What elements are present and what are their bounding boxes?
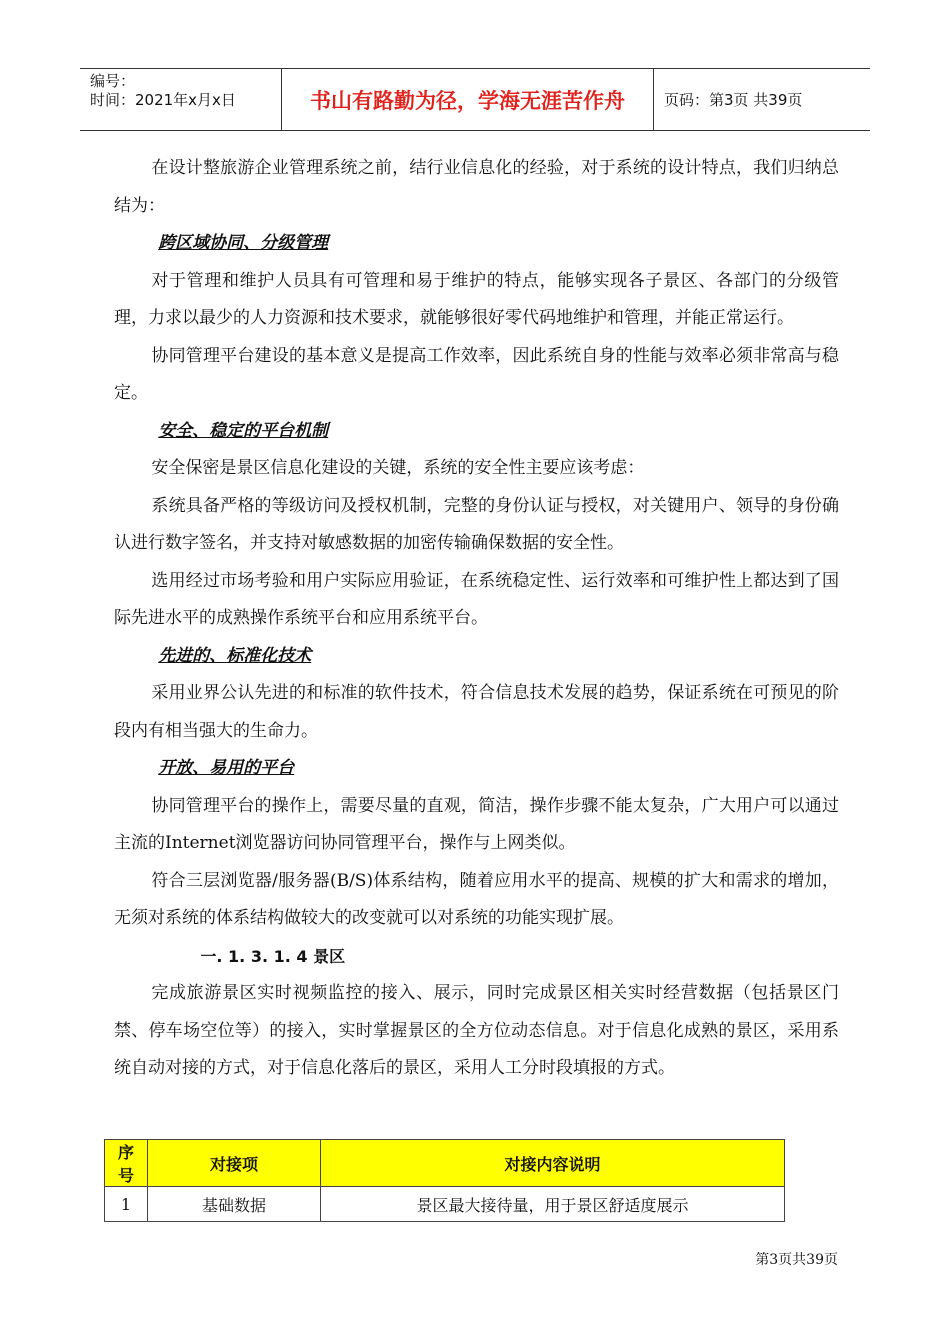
paragraph: 符合三层浏览器/服务器(B/S)体系结构，随着应用水平的提高、规模的扩大和需求的增加，无须对系统的体系结构做较大的改变就可以对系统的功能实现扩展。: [114, 870, 839, 928]
page-header: [80, 68, 870, 131]
paragraph: 协同管理平台建设的基本意义是提高工作效率，因此系统自身的性能与效率必须非常高与稳定。: [114, 345, 839, 403]
col-header-item: 对接项: [148, 1140, 321, 1187]
table-row: [105, 1187, 785, 1222]
paragraph: 系统具备严格的等级访问及授权机制，完整的身份认证与授权，对关键用户、领导的身份确认进行数字签名，并支持对敏感数据的加密传输确保数据的安全性。: [114, 495, 839, 553]
col-header-description: 对接内容说明: [321, 1140, 785, 1187]
paragraph: 选用经过市场考验和用户实际应用验证，在系统稳定性、运行效率和可维护性上都达到了国际先进水平的成熟操作系统平台和应用系统平台。: [114, 570, 839, 628]
paragraph: 安全保密是景区信息化建设的关键，系统的安全性主要应该考虑：: [151, 458, 645, 478]
cell-item: 基础数据: [148, 1187, 321, 1222]
header-motto: 书山有路勤为径，学海无涯苦作舟: [282, 69, 654, 130]
subheading: 开放、易用的平台: [158, 758, 295, 778]
doc-date-label: 时间：2021年x月x日: [90, 91, 236, 109]
page-footer: 第3页共39页: [755, 1252, 838, 1268]
cell-index: 1: [105, 1187, 148, 1222]
paragraph: 完成旅游景区实时视频监控的接入、展示，同时完成景区相关实时经营数据（包括景区门禁、停车场空位等）的接入，实时掌握景区的全方位动态信息。对于信息化成熟的景区，采用系统自动对接的方式，对于信息化落后的景区，采用人工分时段填报的方式。: [114, 983, 839, 1078]
integration-table: [104, 1139, 785, 1222]
subheading: 先进的、标准化技术: [158, 645, 312, 666]
document-body: [114, 150, 839, 1088]
table-header-row: [105, 1140, 785, 1187]
subheading: 安全、稳定的平台机制: [158, 420, 329, 441]
section-heading: 一. 1. 3. 1. 4 景区: [200, 946, 346, 966]
doc-number-label: 编号：: [90, 72, 136, 90]
paragraph: 协同管理平台的操作上，需要尽量的直观，简洁，操作步骤不能太复杂，广大用户可以通过主流的Internet浏览器访问协同管理平台，操作与上网类似。: [114, 795, 839, 853]
paragraph: 在设计整旅游企业管理系统之前，结行业信息化的经验，对于系统的设计特点，我们归纳总结为：: [114, 158, 839, 216]
header-meta: [80, 69, 282, 130]
paragraph: 采用业界公认先进的和标准的软件技术，符合信息技术发展的趋势，保证系统在可预见的阶段内有相当强大的生命力。: [114, 683, 839, 741]
col-header-index: 序号: [105, 1140, 148, 1187]
cell-description: 景区最大接待量，用于景区舒适度展示: [321, 1187, 785, 1222]
paragraph: 对于管理和维护人员具有可管理和易于维护的特点，能够实现各子景区、各部门的分级管理，力求以最少的人力资源和技术要求，就能够很好零代码地维护和管理，并能正常运行。: [114, 270, 839, 328]
subheading: 跨区域协同、分级管理: [158, 233, 329, 253]
header-page-number: 页码：第3页 共39页: [664, 91, 803, 109]
